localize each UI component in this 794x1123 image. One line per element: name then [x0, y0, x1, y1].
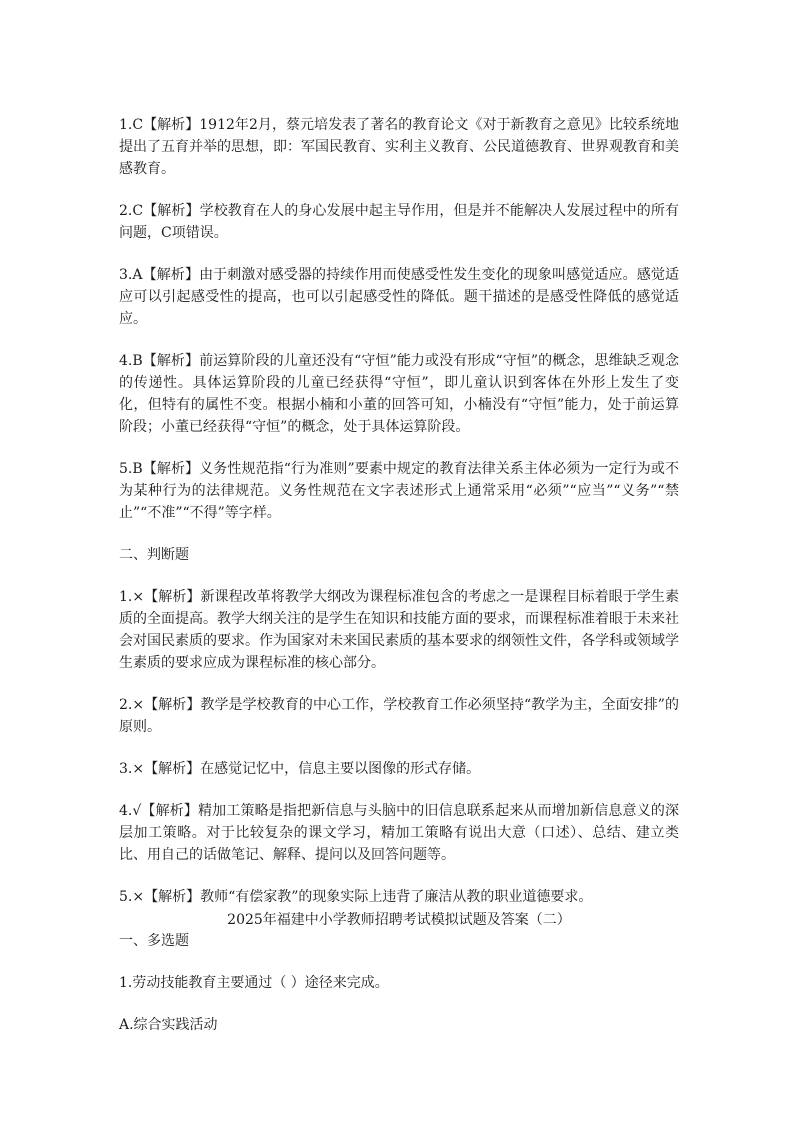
answer-paragraph: 3.×【解析】在感觉记忆中，信息主要以图像的形式存储。	[119, 761, 481, 777]
paper-title: 2025年福建中小学教师招聘考试模拟试题及答案（二）	[227, 912, 571, 928]
answer-paragraph: 3.A【解析】由于刺激对感受器的持续作用而使感受性发生变化的现象叫感觉适应。感觉适应可以引起感受性的提高，也可以引起感受性的降低。题干描述的是感受性降低的感觉适应。	[119, 267, 679, 327]
answer-paragraph: 4.√【解析】精加工策略是指把新信息与头脑中的旧信息联系起来从而增加新信息意义的深层加工策略。对于比较复杂的课文学习，精加工策略有说出大意（口述）、总结、建立类比、用自己的话做笔记、解释、提问以及回答问题等。	[119, 803, 679, 863]
section-heading: 一、多选题	[119, 933, 189, 949]
answer-paragraph: 2.×【解析】教学是学校教育的中心工作，学校教育工作必须坚持“教学为主，全面安排”的原则。	[119, 697, 679, 735]
answer-paragraph: 5.B【解析】义务性规范指“行为准则”要素中规定的教育法律关系主体必须为一定行为或不为某种行为的法律规范。义务性规范在文字表述形式上通常采用“必须”“应当”“义务”“禁止”“不准”“不得”等字样。	[119, 461, 679, 521]
answer-paragraph: 4.B【解析】前运算阶段的儿童还没有“守恒”能力或没有形成“守恒”的概念，思维缺乏观念的传递性。具体运算阶段的儿童已经获得“守恒”，即儿童认识到客体在外形上发生了变化，但特有的属性不变。根据小楠和小董的回答可知，小楠没有“守恒”能力，处于前运算阶段；小董已经获得“守恒”的概念，处于具体运算阶段。	[119, 353, 679, 435]
answer-paragraph: 1.C【解析】1912年2月，蔡元培发表了著名的教育论文《对于新教育之意见》比较系统地提出了五育并举的思想，即：军国民教育、实利主义教育、公民道德教育、世界观教育和美感教育。	[119, 117, 679, 177]
answer-paragraph: 2.C【解析】学校教育在人的身心发展中起主导作用，但是并不能解决人发展过程中的所有问题，C项错误。	[119, 203, 679, 241]
section-heading: 二、判断题	[119, 547, 189, 563]
answer-option: A.综合实践活动	[119, 1017, 218, 1033]
question-text: 1.劳动技能教育主要通过（ ）途径来完成。	[119, 975, 389, 991]
answer-paragraph: 1.×【解析】新课程改革将教学大纲改为课程标准包含的考虑之一是课程目标着眼于学生素质的全面提高。教学大纲关注的是学生在知识和技能方面的要求，而课程标准着眼于未来社会对国民素质的要求。作为国家对未来国民素质的基本要求的纲领性文件，各学科或领域学生素质的要求应成为课程标准的核心部分。	[119, 589, 679, 671]
document-page	[119, 114, 679, 1056]
answer-paragraph: 5.×【解析】教师“有偿家教”的现象实际上违背了廉洁从教的职业道德要求。	[119, 889, 593, 905]
